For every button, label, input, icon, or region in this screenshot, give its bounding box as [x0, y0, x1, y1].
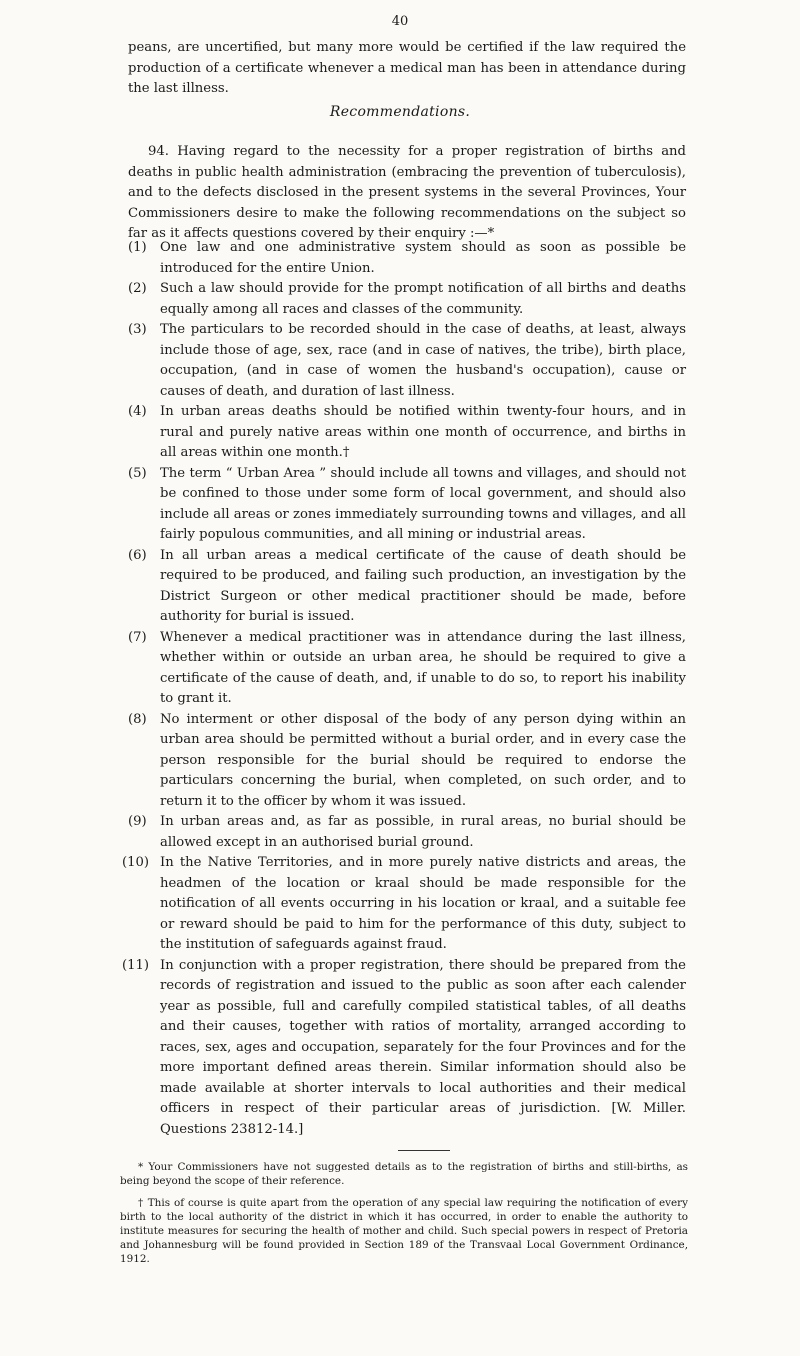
recommendation-text: Whenever a medical practitioner was in attendance during the last illness, whether within or outside an urban area, he should be required to give a certificate of the cause of death, and, if unable to do so, to report his inability to grant it. [160, 629, 686, 706]
recommendation-text: The term “ Urban Area ” should include all towns and villages, and should not be confined to those under some form of local government, and should also include all areas or zones immediately surrounding towns and villages, and all fairly populous communities, and all mining or industrial areas. [160, 465, 686, 542]
recommendation-item [128, 402, 686, 464]
recommendation-text: In urban areas and, as far as possible, in rural areas, no burial should be allowed except in an authorised burial ground. [160, 814, 686, 850]
recommendation-number: (5) [128, 465, 147, 481]
recommendation-item [128, 464, 686, 546]
recommendation-text: No interment or other disposal of the body of any person dying within an urban area should be permitted without a burial order, and in every case the person responsible for the burial should be required to endorse the particulars concerning the burial, when completed, on such order, and to return it to the officer by whom it was issued. [160, 711, 686, 809]
recommendation-text: One law and one administrative system should as soon as possible be introduced for the entire Union. [160, 240, 686, 276]
footnote-dagger: † This of course is quite apart from the operation of any special law requiring the notification of every birth to the local authority of the district in which it has occurred, in order to enable the authority to institute measures for securing the health of mother and child. Such special powers in respect of Pretoria and Johannesburg will be found provided in Section 189 of the Transvaal Local Government Ordinance, 1912. [120, 1197, 688, 1265]
recommendation-text: In all urban areas a medical certificate of the cause of death should be required to be produced, and failing such production, an investigation by the District Surgeon or other medical practitioner should be made, before authority for burial is issued. [160, 547, 686, 624]
recommendation-number: (3) [128, 322, 147, 337]
recommendation-number: (1) [128, 240, 147, 255]
page-number: 40 [391, 14, 409, 29]
recommendation-number: (9) [128, 814, 147, 829]
recommendation-item [128, 710, 686, 813]
recommendation-item [122, 956, 686, 1141]
recommendation-item [128, 546, 686, 628]
recommendation-number: (11) [122, 957, 150, 973]
recommendation-text: In urban areas deaths should be notified within twenty-four hours, and in rural and purely native areas within one month of occurrence, and births in all areas within one month.† [160, 404, 686, 460]
recommendation-number: (8) [128, 711, 147, 727]
footnote-divider [398, 1150, 450, 1151]
recommendation-text: In conjunction with a proper registration, there should be prepared from the records of registration and issued to the public as soon after each calender year as possible, full and carefully compiled statistical tables, of all deaths and their causes, together with ratios of mortality, arranged according to races, sex, ages and occupation, separately for the four Provinces and for the more important defined areas therein. Similar information should also be made available at shorter intervals to local authorities and their medical officers in respect of their particular areas of jurisdiction. [W. Miller. Questions 23812-14.] [160, 957, 686, 1137]
recommendation-item [128, 279, 686, 320]
recommendation-text: In the Native Territories, and in more purely native districts and areas, the headmen of the location or kraal should be made responsible for the notification of all events occurring in his location or kraal, and a suitable fee or reward should be paid to him for the performance of this duty, subject to the institution of safeguards against fraud. [160, 855, 686, 952]
recommendation-item [128, 238, 686, 279]
section-heading: Recommendations. [329, 104, 471, 120]
recommendation-item [128, 628, 686, 710]
recommendation-number: (4) [128, 404, 147, 419]
recommendation-text: Such a law should provide for the prompt notification of all births and deaths equally among all races and classes of the community. [160, 281, 686, 317]
recommendation-item [128, 812, 686, 853]
paragraph-94: 94. Having regard to the necessity for a proper registration of births and deaths in public health administration (embracing the prevention of tuberculosis), and to the defects disclosed in the present systems in the several Provinces, Your Commissioners desire to make the following recommendations on the subject so far as it affects questions covered by their enquiry :—* [128, 144, 686, 241]
recommendation-item [122, 853, 686, 956]
recommendation-text: The particulars to be recorded should in the case of deaths, at least, always include those of age, sex, race (and in case of natives, the tribe), birth place, occupation, (and in case of women the husband's occupation), cause or causes of death, and duration of last illness. [160, 322, 686, 399]
recommendation-item [128, 320, 686, 402]
recommendation-number: (2) [128, 281, 147, 296]
recommendation-number: (7) [128, 629, 147, 645]
footnote-asterisk: * Your Commissioners have not suggested details as to the registration of births and still-births, as being beyond the scope of their reference. [120, 1161, 688, 1187]
recommendations-list [122, 238, 686, 1140]
recommendation-number: (10) [122, 855, 150, 870]
intro-paragraph: peans, are uncertified, but many more would be certified if the law required the production of a certificate whenever a medical man has been in attendance during the last illness. [128, 40, 686, 96]
recommendation-number: (6) [128, 547, 147, 563]
